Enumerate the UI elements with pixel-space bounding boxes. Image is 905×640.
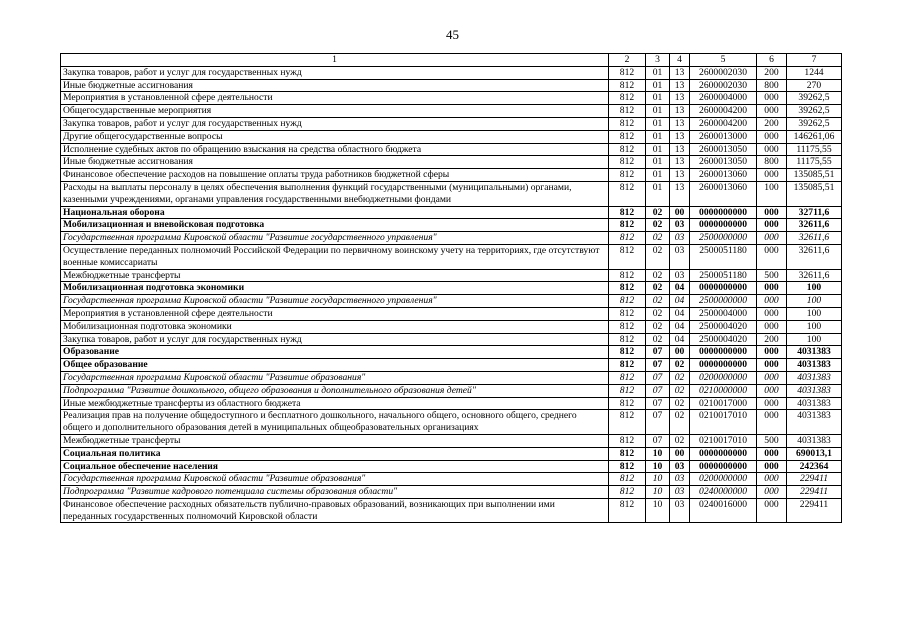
row-target-article-cell: 0210017010 [690, 434, 757, 447]
row-section-cell: 02 [646, 232, 670, 245]
row-subsection-cell: 00 [670, 206, 690, 219]
row-section-cell: 07 [646, 384, 670, 397]
row-target-article-cell: 0200000000 [690, 473, 757, 486]
row-ved-cell: 812 [609, 143, 646, 156]
row-target-article-cell: 2500004020 [690, 320, 757, 333]
row-section-cell: 07 [646, 434, 670, 447]
row-section-cell: 02 [646, 333, 670, 346]
row-section-cell: 10 [646, 486, 670, 499]
header-cell-4: 4 [670, 54, 690, 67]
row-amount-cell: 4031383 [787, 346, 842, 359]
row-name-cell: Мобилизационная и вневойсковая подготовка [61, 219, 609, 232]
row-name-cell: Государственная программа Кировской области "Развитие образования" [61, 473, 609, 486]
row-expense-type-cell: 000 [757, 282, 787, 295]
row-expense-type-cell: 000 [757, 384, 787, 397]
row-amount-cell: 100 [787, 282, 842, 295]
row-section-cell: 01 [646, 105, 670, 118]
row-name-cell: Иные межбюджетные трансферты из областного бюджета [61, 397, 609, 410]
row-name-cell: Мероприятия в установленной сфере деятельности [61, 92, 609, 105]
row-subsection-cell: 13 [670, 130, 690, 143]
row-section-cell: 01 [646, 143, 670, 156]
row-amount-cell: 242364 [787, 460, 842, 473]
row-expense-type-cell: 500 [757, 269, 787, 282]
table-row [61, 282, 842, 295]
table-row [61, 371, 842, 384]
row-name-cell: Мероприятия в установленной сфере деятельности [61, 307, 609, 320]
row-amount-cell: 100 [787, 320, 842, 333]
row-section-cell: 01 [646, 92, 670, 105]
row-target-article-cell: 0000000000 [690, 282, 757, 295]
row-amount-cell: 4031383 [787, 434, 842, 447]
row-amount-cell: 100 [787, 295, 842, 308]
row-target-article-cell: 0000000000 [690, 447, 757, 460]
table-row [61, 181, 842, 206]
row-expense-type-cell: 800 [757, 79, 787, 92]
row-subsection-cell: 04 [670, 282, 690, 295]
table-row [61, 498, 842, 523]
row-name-cell: Государственная программа Кировской области "Развитие образования" [61, 371, 609, 384]
row-target-article-cell: 2600002030 [690, 66, 757, 79]
table-row [61, 206, 842, 219]
page-number: 45 [446, 27, 459, 42]
row-target-article-cell: 2600002030 [690, 79, 757, 92]
row-section-cell: 02 [646, 219, 670, 232]
table-header-row [61, 54, 842, 67]
budget-table [60, 53, 842, 523]
row-target-article-cell: 0210000000 [690, 384, 757, 397]
row-target-article-cell: 2600004200 [690, 117, 757, 130]
row-target-article-cell: 0000000000 [690, 460, 757, 473]
row-subsection-cell: 13 [670, 143, 690, 156]
table-row [61, 130, 842, 143]
table-row [61, 79, 842, 92]
row-ved-cell: 812 [609, 66, 646, 79]
header-cell-5: 5 [690, 54, 757, 67]
row-name-cell: Национальная оборона [61, 206, 609, 219]
row-name-cell: Подпрограмма "Развитие дошкольного, общего образования и дополнительного образования детей" [61, 384, 609, 397]
row-amount-cell: 270 [787, 79, 842, 92]
row-amount-cell: 690013,1 [787, 447, 842, 460]
row-subsection-cell: 02 [670, 359, 690, 372]
table-row [61, 359, 842, 372]
row-amount-cell: 32711,6 [787, 206, 842, 219]
row-section-cell: 01 [646, 79, 670, 92]
header-cell-6: 6 [757, 54, 787, 67]
row-section-cell: 02 [646, 295, 670, 308]
row-subsection-cell: 13 [670, 92, 690, 105]
row-subsection-cell: 04 [670, 295, 690, 308]
row-expense-type-cell: 800 [757, 156, 787, 169]
table-row [61, 434, 842, 447]
row-ved-cell: 812 [609, 181, 646, 206]
table-body [61, 66, 842, 523]
row-target-article-cell: 2600004000 [690, 92, 757, 105]
row-subsection-cell: 00 [670, 447, 690, 460]
row-expense-type-cell: 100 [757, 181, 787, 206]
table-row [61, 397, 842, 410]
table-row [61, 384, 842, 397]
table-row [61, 333, 842, 346]
row-expense-type-cell: 000 [757, 346, 787, 359]
row-name-cell: Исполнение судебных актов по обращению взыскания на средства областного бюджета [61, 143, 609, 156]
row-amount-cell: 32611,6 [787, 219, 842, 232]
row-name-cell: Общегосударственные мероприятия [61, 105, 609, 118]
row-ved-cell: 812 [609, 498, 646, 523]
row-section-cell: 01 [646, 130, 670, 143]
row-section-cell: 02 [646, 282, 670, 295]
row-amount-cell: 11175,55 [787, 156, 842, 169]
row-section-cell: 10 [646, 447, 670, 460]
row-amount-cell: 32611,6 [787, 232, 842, 245]
row-expense-type-cell: 200 [757, 333, 787, 346]
row-ved-cell: 812 [609, 156, 646, 169]
row-ved-cell: 812 [609, 130, 646, 143]
row-section-cell: 10 [646, 473, 670, 486]
row-amount-cell: 4031383 [787, 397, 842, 410]
row-name-cell: Реализация прав на получение общедоступного и бесплатного дошкольного, начального общего, основного общего, среднего общего и дополнительного образования детей в муниципальных общеобразовательных организациях [61, 410, 609, 435]
table-row [61, 244, 842, 269]
row-ved-cell: 812 [609, 359, 646, 372]
table-row [61, 219, 842, 232]
row-ved-cell: 812 [609, 473, 646, 486]
row-subsection-cell: 03 [670, 486, 690, 499]
row-expense-type-cell: 000 [757, 295, 787, 308]
table-row [61, 169, 842, 182]
row-ved-cell: 812 [609, 460, 646, 473]
row-name-cell: Межбюджетные трансферты [61, 434, 609, 447]
row-subsection-cell: 00 [670, 346, 690, 359]
row-name-cell: Расходы на выплаты персоналу в целях обеспечения выполнения функций государственными (муниципальными) органами, казенными учреждениями, органами управления государственными внебюджетными фондами [61, 181, 609, 206]
row-expense-type-cell: 000 [757, 371, 787, 384]
row-section-cell: 01 [646, 169, 670, 182]
table-row [61, 320, 842, 333]
row-name-cell: Социальная политика [61, 447, 609, 460]
row-expense-type-cell: 200 [757, 66, 787, 79]
row-expense-type-cell: 000 [757, 232, 787, 245]
row-ved-cell: 812 [609, 384, 646, 397]
row-subsection-cell: 03 [670, 232, 690, 245]
row-name-cell: Мобилизационная подготовка экономики [61, 282, 609, 295]
row-name-cell: Подпрограмма "Развитие кадрового потенциала системы образования области" [61, 486, 609, 499]
row-ved-cell: 812 [609, 117, 646, 130]
row-expense-type-cell: 000 [757, 105, 787, 118]
row-ved-cell: 812 [609, 371, 646, 384]
table-row [61, 92, 842, 105]
row-target-article-cell: 0000000000 [690, 359, 757, 372]
row-ved-cell: 812 [609, 307, 646, 320]
row-ved-cell: 812 [609, 320, 646, 333]
row-name-cell: Финансовое обеспечение расходов на повышение оплаты труда работников бюджетной сферы [61, 169, 609, 182]
row-expense-type-cell: 000 [757, 473, 787, 486]
row-ved-cell: 812 [609, 269, 646, 282]
row-subsection-cell: 13 [670, 79, 690, 92]
row-amount-cell: 100 [787, 333, 842, 346]
row-section-cell: 07 [646, 346, 670, 359]
row-expense-type-cell: 000 [757, 92, 787, 105]
row-ved-cell: 812 [609, 282, 646, 295]
row-expense-type-cell: 000 [757, 206, 787, 219]
row-amount-cell: 229411 [787, 486, 842, 499]
row-ved-cell: 812 [609, 434, 646, 447]
row-ved-cell: 812 [609, 410, 646, 435]
row-name-cell: Иные бюджетные ассигнования [61, 156, 609, 169]
row-subsection-cell: 03 [670, 498, 690, 523]
row-ved-cell: 812 [609, 232, 646, 245]
row-expense-type-cell: 000 [757, 359, 787, 372]
row-subsection-cell: 03 [670, 473, 690, 486]
row-target-article-cell: 0240000000 [690, 486, 757, 499]
row-subsection-cell: 03 [670, 269, 690, 282]
table-row [61, 117, 842, 130]
row-ved-cell: 812 [609, 92, 646, 105]
row-amount-cell: 100 [787, 307, 842, 320]
row-amount-cell: 229411 [787, 498, 842, 523]
row-subsection-cell: 03 [670, 244, 690, 269]
row-target-article-cell: 0240016000 [690, 498, 757, 523]
row-name-cell: Государственная программа Кировской области "Развитие государственного управления" [61, 295, 609, 308]
row-name-cell: Мобилизационная подготовка экономики [61, 320, 609, 333]
table-row [61, 143, 842, 156]
row-expense-type-cell: 000 [757, 320, 787, 333]
row-subsection-cell: 04 [670, 333, 690, 346]
row-target-article-cell: 0000000000 [690, 346, 757, 359]
row-expense-type-cell: 000 [757, 244, 787, 269]
row-subsection-cell: 13 [670, 66, 690, 79]
row-ved-cell: 812 [609, 346, 646, 359]
row-subsection-cell: 04 [670, 307, 690, 320]
row-target-article-cell: 2500000000 [690, 232, 757, 245]
row-expense-type-cell: 000 [757, 143, 787, 156]
row-expense-type-cell: 000 [757, 486, 787, 499]
row-target-article-cell: 2600013050 [690, 143, 757, 156]
row-amount-cell: 4031383 [787, 410, 842, 435]
row-target-article-cell: 0200000000 [690, 371, 757, 384]
row-ved-cell: 812 [609, 169, 646, 182]
table-row [61, 410, 842, 435]
row-section-cell: 10 [646, 498, 670, 523]
row-ved-cell: 812 [609, 219, 646, 232]
row-target-article-cell: 2500004020 [690, 333, 757, 346]
row-subsection-cell: 02 [670, 397, 690, 410]
row-target-article-cell: 2600013000 [690, 130, 757, 143]
table-row [61, 232, 842, 245]
row-amount-cell: 4031383 [787, 371, 842, 384]
row-name-cell: Межбюджетные трансферты [61, 269, 609, 282]
row-subsection-cell: 13 [670, 105, 690, 118]
table-row [61, 269, 842, 282]
row-expense-type-cell: 000 [757, 498, 787, 523]
row-subsection-cell: 02 [670, 410, 690, 435]
row-ved-cell: 812 [609, 333, 646, 346]
row-target-article-cell: 0000000000 [690, 206, 757, 219]
row-target-article-cell: 2600013060 [690, 169, 757, 182]
row-section-cell: 07 [646, 371, 670, 384]
row-section-cell: 07 [646, 410, 670, 435]
row-target-article-cell: 2500000000 [690, 295, 757, 308]
row-subsection-cell: 02 [670, 434, 690, 447]
table-row [61, 486, 842, 499]
row-target-article-cell: 2500051180 [690, 269, 757, 282]
row-section-cell: 10 [646, 460, 670, 473]
table-row [61, 447, 842, 460]
row-amount-cell: 32611,6 [787, 244, 842, 269]
row-name-cell: Закупка товаров, работ и услуг для государственных нужд [61, 333, 609, 346]
header-cell-3: 3 [646, 54, 670, 67]
row-amount-cell: 11175,55 [787, 143, 842, 156]
row-name-cell: Закупка товаров, работ и услуг для государственных нужд [61, 117, 609, 130]
row-subsection-cell: 02 [670, 384, 690, 397]
row-subsection-cell: 13 [670, 156, 690, 169]
row-name-cell: Общее образование [61, 359, 609, 372]
row-amount-cell: 135085,51 [787, 181, 842, 206]
row-ved-cell: 812 [609, 397, 646, 410]
row-section-cell: 02 [646, 307, 670, 320]
row-expense-type-cell: 000 [757, 130, 787, 143]
row-section-cell: 02 [646, 206, 670, 219]
row-expense-type-cell: 000 [757, 397, 787, 410]
row-target-article-cell: 2500051180 [690, 244, 757, 269]
row-expense-type-cell: 000 [757, 169, 787, 182]
table-row [61, 66, 842, 79]
row-section-cell: 01 [646, 66, 670, 79]
row-target-article-cell: 0210017000 [690, 397, 757, 410]
table-row [61, 307, 842, 320]
row-name-cell: Иные бюджетные ассигнования [61, 79, 609, 92]
row-subsection-cell: 03 [670, 219, 690, 232]
table-row [61, 473, 842, 486]
row-amount-cell: 4031383 [787, 359, 842, 372]
table-row [61, 460, 842, 473]
table-row [61, 295, 842, 308]
row-expense-type-cell: 000 [757, 447, 787, 460]
row-expense-type-cell: 200 [757, 117, 787, 130]
row-amount-cell: 1244 [787, 66, 842, 79]
table-row [61, 156, 842, 169]
row-section-cell: 07 [646, 359, 670, 372]
row-target-article-cell: 2600004200 [690, 105, 757, 118]
row-amount-cell: 135085,51 [787, 169, 842, 182]
row-amount-cell: 229411 [787, 473, 842, 486]
header-cell-7: 7 [787, 54, 842, 67]
row-name-cell: Закупка товаров, работ и услуг для государственных нужд [61, 66, 609, 79]
row-subsection-cell: 13 [670, 169, 690, 182]
row-target-article-cell: 0000000000 [690, 219, 757, 232]
row-section-cell: 07 [646, 397, 670, 410]
row-ved-cell: 812 [609, 295, 646, 308]
row-target-article-cell: 2600013050 [690, 156, 757, 169]
row-ved-cell: 812 [609, 79, 646, 92]
header-cell-2: 2 [609, 54, 646, 67]
row-subsection-cell: 04 [670, 320, 690, 333]
row-amount-cell: 146261,06 [787, 130, 842, 143]
row-expense-type-cell: 000 [757, 307, 787, 320]
row-section-cell: 01 [646, 156, 670, 169]
header-cell-1: 1 [61, 54, 609, 67]
row-subsection-cell: 13 [670, 181, 690, 206]
row-section-cell: 02 [646, 320, 670, 333]
row-amount-cell: 4031383 [787, 384, 842, 397]
row-target-article-cell: 2600013060 [690, 181, 757, 206]
row-name-cell: Образование [61, 346, 609, 359]
row-section-cell: 02 [646, 269, 670, 282]
row-expense-type-cell: 500 [757, 434, 787, 447]
row-subsection-cell: 13 [670, 117, 690, 130]
row-name-cell: Социальное обеспечение населения [61, 460, 609, 473]
row-ved-cell: 812 [609, 447, 646, 460]
row-amount-cell: 39262,5 [787, 105, 842, 118]
row-name-cell: Финансовое обеспечение расходных обязательств публично-правовых образований, возникающих при выполнении ими переданных государственных полномочий Кировской области [61, 498, 609, 523]
row-expense-type-cell: 000 [757, 460, 787, 473]
row-section-cell: 01 [646, 181, 670, 206]
row-section-cell: 01 [646, 117, 670, 130]
row-target-article-cell: 0210017010 [690, 410, 757, 435]
table-row [61, 346, 842, 359]
row-name-cell: Осуществление переданных полномочий Российской Федерации по первичному воинскому учету на территориях, где отсутствуют военные комиссариаты [61, 244, 609, 269]
row-amount-cell: 39262,5 [787, 92, 842, 105]
row-amount-cell: 32611,6 [787, 269, 842, 282]
row-amount-cell: 39262,5 [787, 117, 842, 130]
row-ved-cell: 812 [609, 206, 646, 219]
row-subsection-cell: 03 [670, 460, 690, 473]
row-expense-type-cell: 000 [757, 410, 787, 435]
row-expense-type-cell: 000 [757, 219, 787, 232]
row-subsection-cell: 02 [670, 371, 690, 384]
table-row [61, 105, 842, 118]
row-ved-cell: 812 [609, 244, 646, 269]
row-name-cell: Другие общегосударственные вопросы [61, 130, 609, 143]
row-target-article-cell: 2500004000 [690, 307, 757, 320]
row-name-cell: Государственная программа Кировской области "Развитие государственного управления" [61, 232, 609, 245]
row-ved-cell: 812 [609, 105, 646, 118]
row-ved-cell: 812 [609, 486, 646, 499]
row-section-cell: 02 [646, 244, 670, 269]
